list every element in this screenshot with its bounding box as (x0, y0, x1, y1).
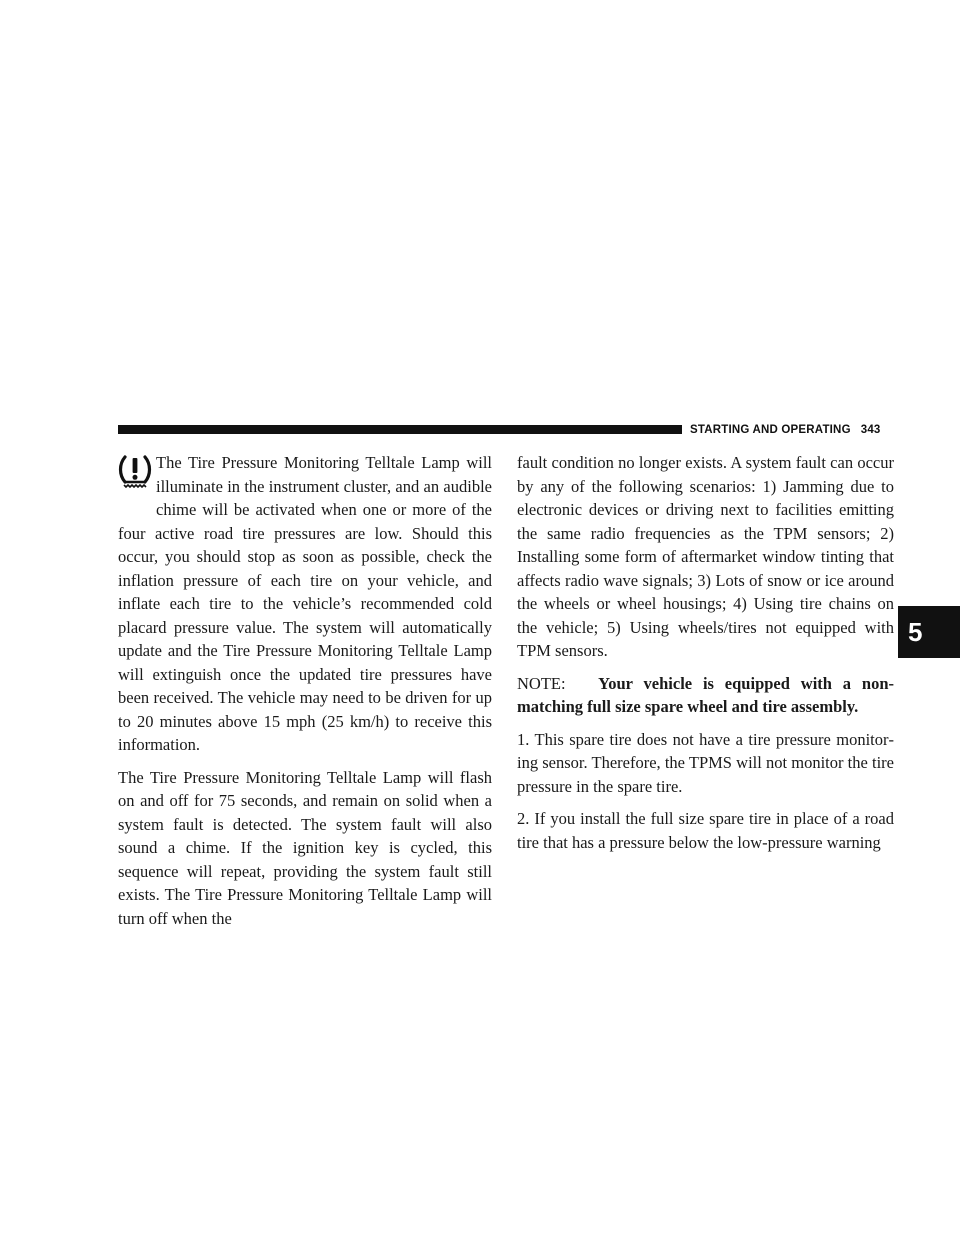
chapter-tab: 5 (898, 606, 960, 658)
left-column (118, 451, 492, 939)
paragraph-fault-scenarios: fault condition no longer exists. A system fault can occur by any of the following scenarios: 1) Jamming due to electronic devices or driving next to facilities emitting the same radio frequencies as the TPM sensors; 2) Installing some form of aftermarket window tinting that affects radio wave signals; 3) Lots of snow or ice around the wheels or wheel housings; 4) Using tire chains on the vehicle; 5) Using wheels/tires not equipped with TPM sensors. (517, 453, 894, 660)
paragraph-spare-install: 2. If you install the full size spare tire in place of a road tire that has a pressure below the low-pressure warning (517, 809, 894, 852)
right-column (517, 451, 894, 863)
section-title: STARTING AND OPERATING (690, 424, 851, 436)
note-paragraph (517, 672, 894, 719)
note-text: Your vehicle is equipped with a non-matching full size spare wheel and tire assembly. (517, 673, 894, 716)
header-rule (118, 425, 682, 434)
icon-wrap-spacer (118, 451, 156, 519)
note-label: NOTE: (517, 673, 566, 693)
running-header (690, 421, 890, 439)
paragraph-telltale-flash: The Tire Pressure Monitoring Telltale Lamp will flash on and off for 75 seconds, and remain on solid when a system fault is detected. The system fault will also sound a chime. If the ignition key is cycled, this sequence will repeat, providing the system fault still exists. The Tire Pressure Monitoring Telltale Lamp will turn off when the (118, 767, 492, 928)
tire-pressure-warning-icon (118, 453, 152, 489)
page-number: 343 (860, 424, 881, 436)
paragraph-spare-no-sensor: 1. This spare tire does not have a tire pressure monitoring sensor. Therefore, the TPMS will not monitor the tire pressure in the spare tire. (517, 729, 894, 796)
paragraph-telltale-low-pressure: The Tire Pressure Monitoring Telltale Lamp will illuminate in the instrument cluster, and an audible chime will be activated when one or more of the four active road tire pressures are low. Should this occur, you should stop as soon as possible, check the inflation pressure of each tire on your vehicle, and inflate each tire to the vehicle’s recommended cold placard pressure value. The system will automatically update and the Tire Pressure Monitoring Telltale Lamp will extinguish once the updated tire pressures have been received. The vehicle may need to be driven for up to 20 minutes above 15 mph (25 km/h) to receive this information. (118, 453, 492, 754)
